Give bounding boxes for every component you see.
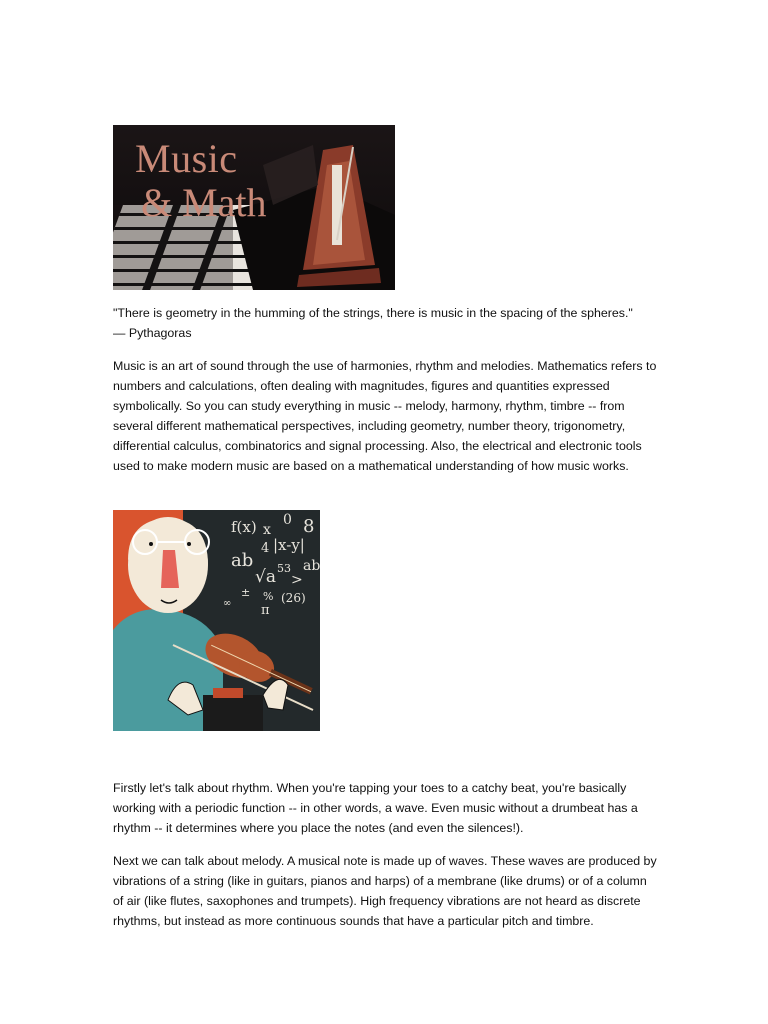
- melody-paragraph-block: [113, 851, 658, 931]
- intro-paragraph: Music is an art of sound through the use of harmonies, rhythm and melodies. Mathematics refers to numbers and calculations, often dealing with magnitudes, figures and quantities expressed symbolically. So you can study everything in music -- melody, harmony, rhythm, timbre -- from several different mathematical perspectives, including geometry, number theory, trigonometry, differential calculus, combinatorics and signal processing. Also, the electrical and electronic tools used to make modern music are based on a mathematical understanding of how music works.: [113, 359, 657, 473]
- svg-text:0: 0: [283, 512, 292, 528]
- melody-paragraph: Next we can talk about melody. A musical note is made up of waves. These waves are produced by vibrations of a string (like in guitars, pianos and harps) of a membrane (like drums) or of a column of air (like flutes, saxophones and trumpets). High frequency vibrations are not heard as discrete rhythms, but instead as more continuous sounds that have a particular pitch and timbre.: [113, 854, 657, 928]
- quote-block: [113, 303, 658, 343]
- svg-text:(26): (26): [281, 591, 306, 605]
- violinist-math-illustration: [113, 510, 320, 731]
- violinist-drawing: [113, 510, 320, 731]
- svg-text:∞: ∞: [223, 598, 232, 609]
- svg-text:√a: √a: [255, 567, 276, 587]
- svg-text:8: 8: [303, 516, 315, 537]
- svg-text:53: 53: [277, 562, 291, 575]
- rhythm-paragraph-block: [113, 778, 658, 838]
- svg-text:%: %: [263, 590, 274, 603]
- intro-paragraph-block: [113, 356, 658, 476]
- hero-title-music: Music: [135, 136, 238, 181]
- svg-text:π: π: [261, 603, 270, 618]
- svg-text:>: >: [291, 572, 303, 588]
- quote-text: "There is geometry in the humming of the strings, there is music in the spacing of the spheres.": [113, 306, 633, 320]
- quote-author: — Pythagoras: [113, 326, 192, 340]
- svg-text:|x-y|: |x-y|: [273, 536, 305, 554]
- rhythm-paragraph: Firstly let's talk about rhythm. When you're tapping your toes to a catchy beat, you're basically working with a periodic function -- in other words, a wave. Even music without a drumbeat has a rhythm -- it determines where you place the notes (and even the silences!).: [113, 781, 638, 835]
- music-and-math-image: [113, 125, 395, 290]
- hero-title-math: & Math: [141, 180, 267, 225]
- svg-text:f(x): f(x): [231, 518, 257, 536]
- svg-text:ab: ab: [231, 550, 254, 571]
- svg-text:ab: ab: [303, 558, 320, 574]
- svg-text:±: ±: [241, 586, 251, 599]
- svg-text:4: 4: [261, 541, 270, 556]
- svg-text:x: x: [263, 522, 271, 538]
